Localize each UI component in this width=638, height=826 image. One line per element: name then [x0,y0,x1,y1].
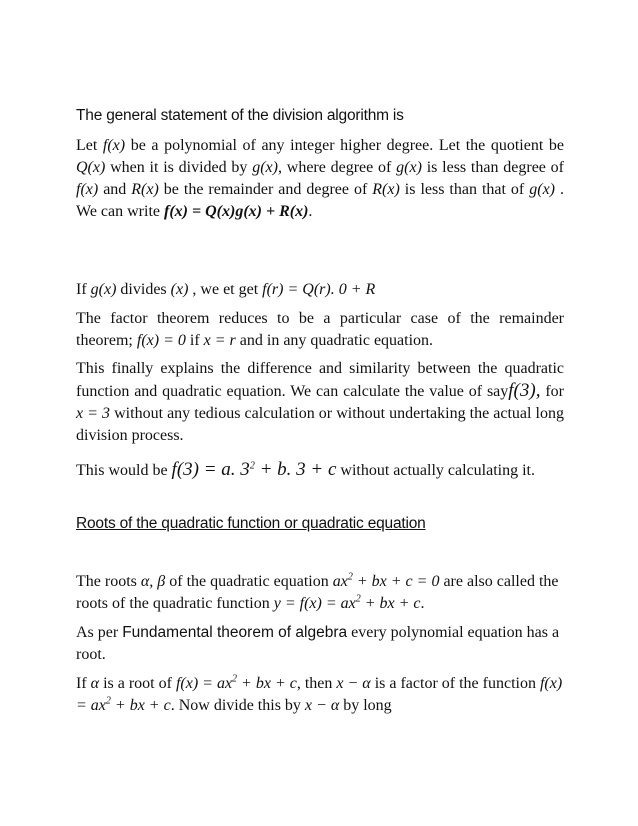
section-heading-roots [76,513,564,535]
division-identity-formula: f(x) = Q(x)g(x) + R(x) [164,203,309,220]
section-heading-division-algorithm [76,105,564,127]
paragraph-fundamental-theorem: As per Fundamental theorem of algebra every polynomial equation has a root. [76,624,560,663]
paragraph-divides: If g(x) divides (x) , we et get f(r) = Q(r). 0 + R [76,281,376,298]
paragraph-roots-definition: The roots α, β of the quadratic equation $ax^2$ + bx + c = 0 are also called the roots of the quadratic function $y = f(x) = ax^2$ + bx + c. [76,571,559,612]
heading-text: Roots of the quadratic function or quadratic equation [76,515,426,532]
paragraph-root-factor: If α is a root of $f(x) = ax^2$ + bx + c, then x − α is a factor of the function $f(x) = ax^2$ + bx + c. Now divide this by x − α by long [76,673,563,714]
fundamental-theorem-term: Fundamental theorem of algebra [122,624,348,641]
paragraph-division-statement: Let f(x) be a polynomial of any integer higher degree. Let the quotient be Q(x) when it is divided by g(x), where degree of g(x) is less than degree of f(x) and R(x) be the remainder and degree of R(x) is less than that of g(x) . We can write f(x) = Q(x)g(x) + R(x). [76,137,565,220]
paragraph-factor-theorem: The factor theorem reduces to be a particular case of the remainder theorem; f(x) = 0 if x = r and in any quadratic equation. [76,310,564,349]
heading-text: The general statement of the division algorithm is [76,107,404,124]
paragraph-difference-similarity: This finally explains the difference and similarity between the quadratic function and quadratic equation. We can calculate the value of sayf(3), for x = 3 without any tedious calculation or without undertaking the actual long division process. [76,360,564,444]
paragraph-f3-expression: This would be f(3) = a. $3^2 + b$. 3 + c without actually calculating it. [76,459,535,480]
